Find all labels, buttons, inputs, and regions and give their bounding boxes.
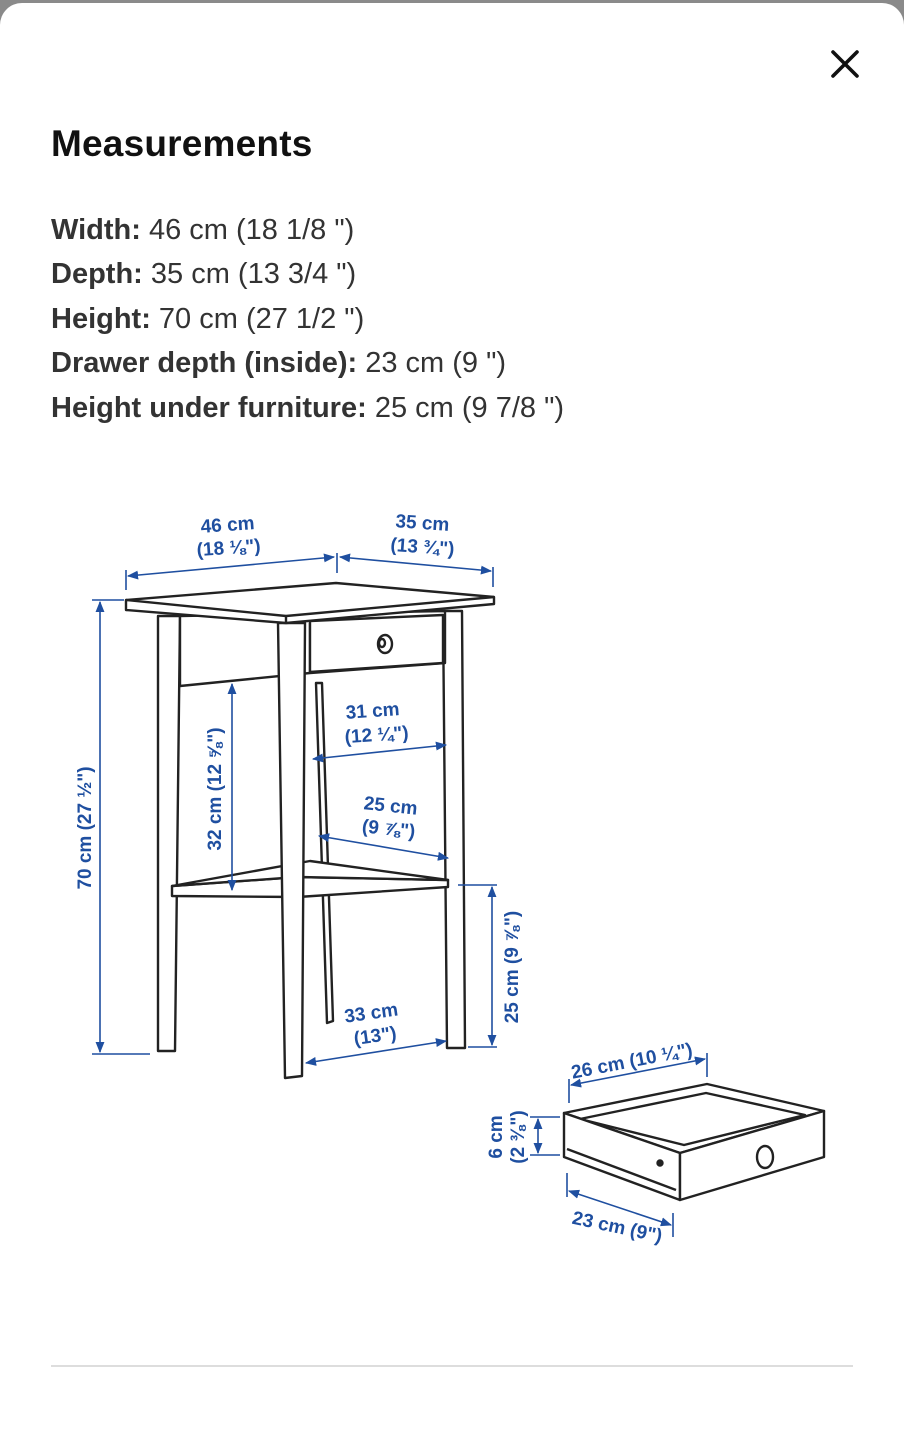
depth-cm-label: 35 cm (394, 511, 450, 536)
spec-value: 25 cm (9 7/8 ") (366, 391, 565, 424)
shelf-gap-label: 32 cm (12 ⅝") (205, 727, 226, 851)
depth-in-label: (13 ¾") (389, 534, 455, 561)
spec-label: Width: (51, 214, 141, 246)
spec-label: Depth: (51, 258, 143, 291)
width-cm-label: 46 cm (200, 513, 256, 538)
drawer-height-cm-label: 6 cm (486, 1115, 507, 1159)
measurements-dialog (0, 3, 904, 1440)
spec-value: 35 cm (13 3/4 ") (142, 258, 357, 291)
nightstand-diagram-svg (0, 473, 904, 1293)
dimension-diagram (0, 473, 904, 1293)
leg-span-cm-label: 33 cm (343, 999, 400, 1028)
under-height-label: 25 cm (9 ⅞") (502, 910, 523, 1024)
width-in-label: (18 ⅛") (196, 535, 262, 562)
spec-depth (51, 252, 564, 296)
drawer-depth-label: 23 cm (9") (570, 1207, 665, 1248)
page-title: Measurements (51, 123, 313, 164)
spec-height-under-furniture (51, 386, 564, 430)
inner-width-in-label: (12 ¼") (344, 722, 410, 749)
spec-label: Height under furniture: (51, 391, 367, 424)
close-button[interactable] (818, 37, 872, 91)
spec-label: Drawer depth (inside): (51, 347, 358, 380)
spec-value: 23 cm (9 ") (357, 347, 507, 380)
close-icon (830, 49, 860, 79)
spec-width (51, 208, 564, 252)
drawer-illustration (564, 1084, 824, 1200)
inner-width-cm-label: 31 cm (345, 699, 401, 724)
spec-value: 46 cm (18 1/8 ") (140, 214, 355, 246)
inner-depth-cm-label: 25 cm (362, 793, 419, 820)
spec-label: Height: (51, 302, 151, 335)
spec-height (51, 297, 564, 341)
nightstand-illustration (126, 583, 494, 1078)
drawer-height-in-label: (2 ⅜") (508, 1110, 529, 1164)
spec-value: 70 cm (27 1/2 ") (150, 302, 365, 335)
spec-list (51, 208, 564, 430)
drawer-width-label: 26 cm (10 ¼") (569, 1039, 695, 1084)
divider (51, 1365, 853, 1367)
leg-span-in-label: (13") (352, 1023, 398, 1050)
height-label: 70 cm (27 ½") (75, 766, 96, 890)
inner-depth-in-label: (9 ⅞") (360, 816, 417, 843)
spec-drawer-depth (51, 341, 564, 385)
